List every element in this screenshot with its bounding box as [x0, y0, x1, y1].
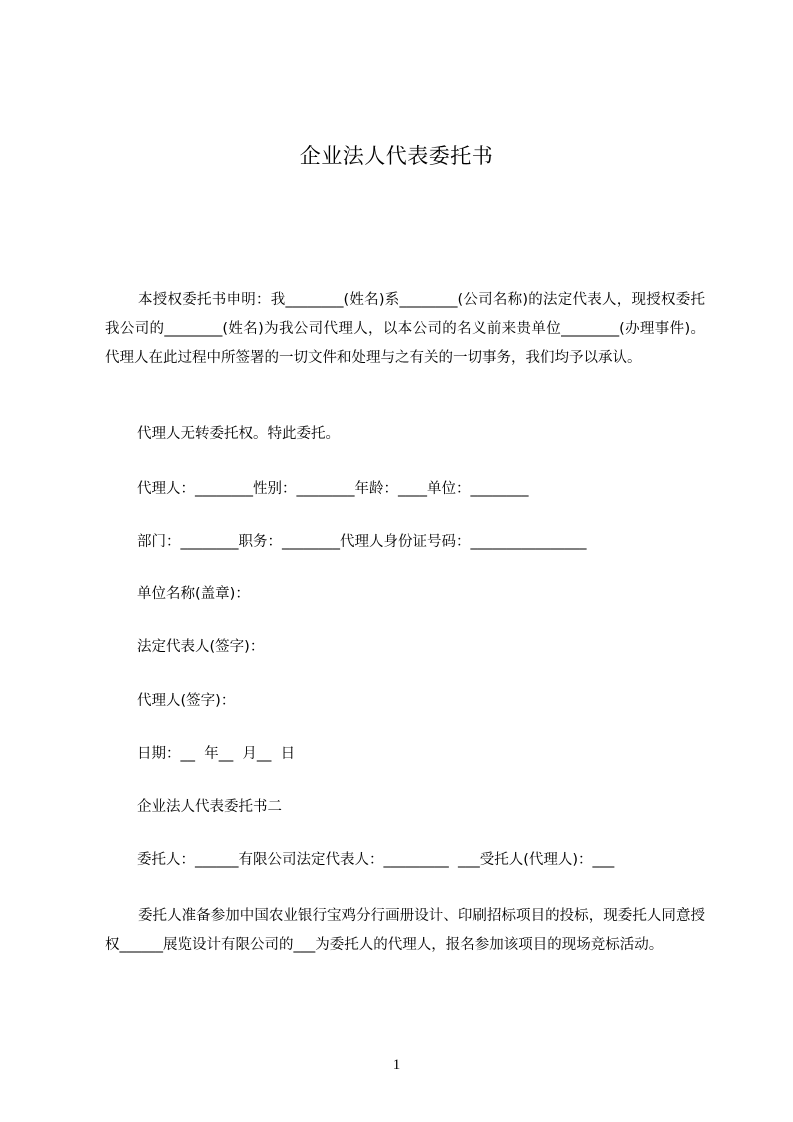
legal-rep-signature-line: 法定代表人(签字)： [137, 639, 265, 655]
page-number: 1 [392, 1057, 401, 1073]
principal-agent-line: 委托人：______有限公司法定代表人：_________ ___受托人(代理人)：___ [137, 852, 615, 868]
agent-info-line: 代理人：________性别：________年龄：____单位：________ [137, 481, 529, 497]
authorization-statement-paragraph: 本授权委托书申明：我________(姓名)系________(公司名称)的法定代表人，现授权委托我公司的________(姓名)为我公司代理人，以本公司的名义前来贵单位________(办理事件)。代理人在此过程中所签署的一切文件和处理与之有关的一切事务，我们均予以承认。 [105, 292, 705, 366]
department-info-line: 部门：________职务：________代理人身份证号码：________________ [137, 534, 587, 550]
bid-authorization-paragraph: 委托人准备参加中国农业银行宝鸡分行画册设计、印刷招标项目的投标，现委托人同意授权______展览设计有限公司的___为委托人的代理人，报名参加该项目的现场竞标活动。 [105, 908, 705, 953]
unit-seal-line: 单位名称(盖章)： [137, 586, 250, 602]
no-transfer-clause: 代理人无转委托权。特此委托。 [137, 426, 340, 442]
agent-signature-line: 代理人(签字)： [137, 693, 236, 709]
date-line: 日期：__ 年__ 月__ 日 [137, 746, 296, 762]
document-title: 企业法人代表委托书 [299, 144, 494, 168]
section-2-title: 企业法人代表委托书二 [137, 799, 282, 815]
